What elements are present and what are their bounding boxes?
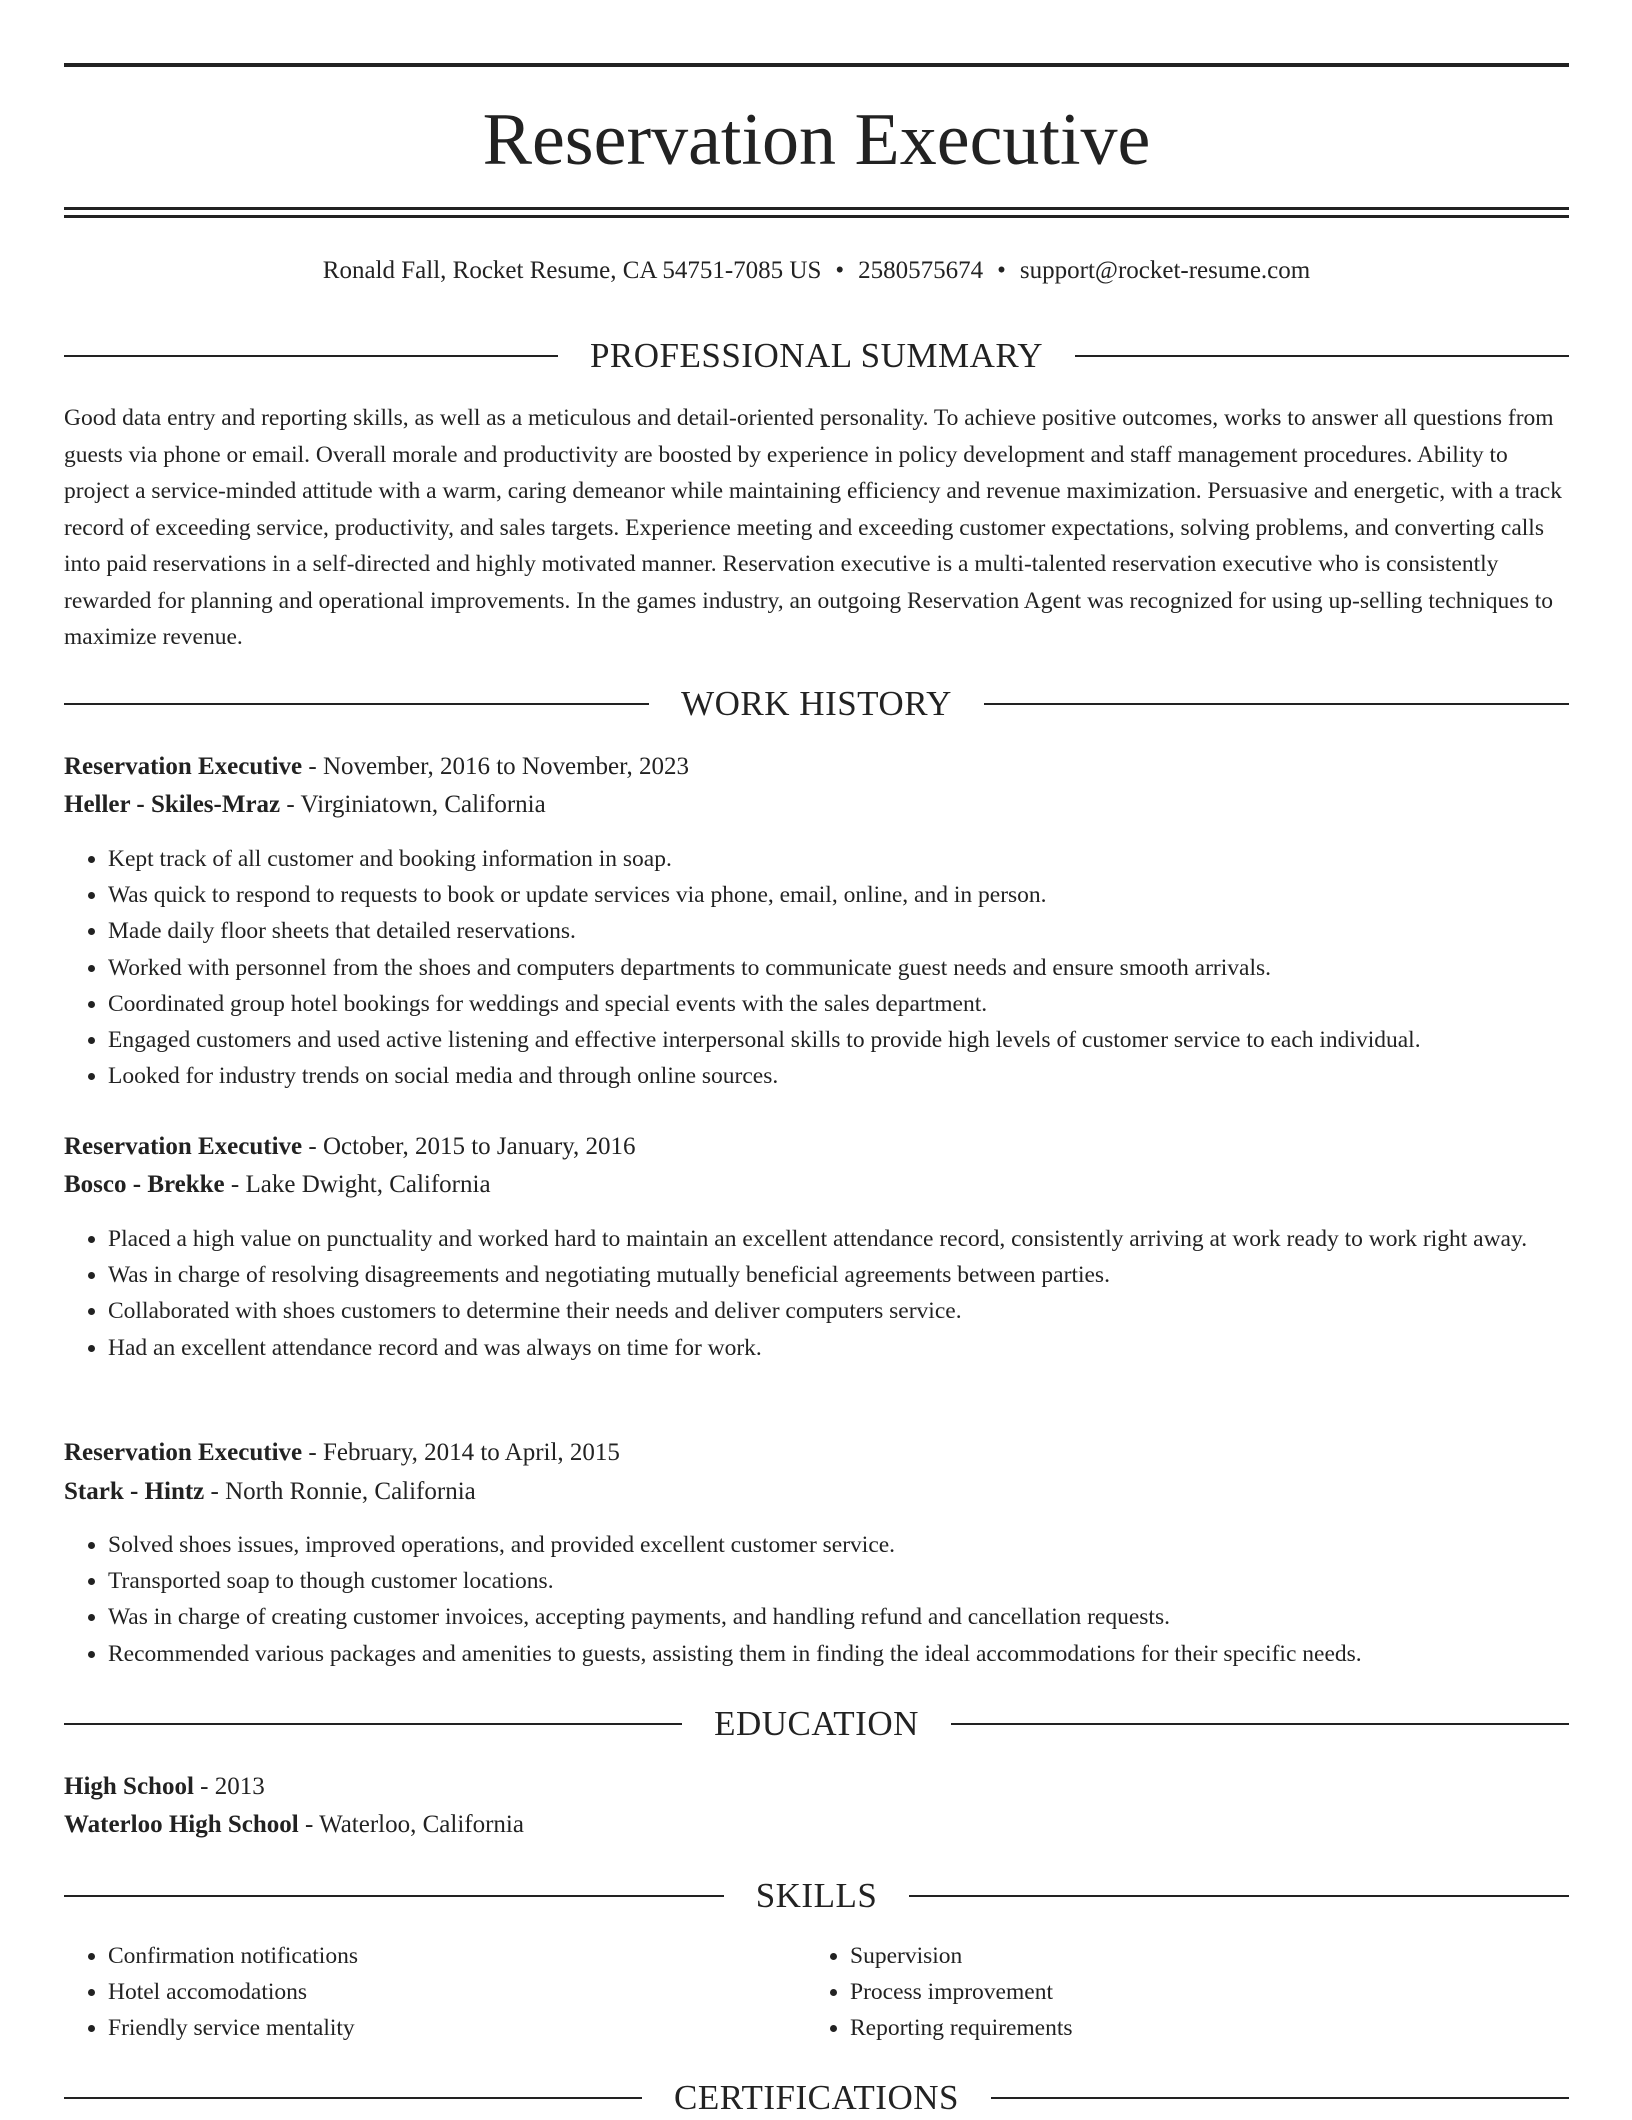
section-heading-certifications (64, 2076, 1569, 2120)
job-dates: - October, 2015 to January, 2016 (302, 1133, 636, 1160)
list-item: • Engaged customers and used active listening and effective interpersonal skills to provide high levels of customer service to each individual. (108, 1022, 1613, 1058)
job-location: - Virginiatown, California (280, 791, 546, 818)
list-item: • Worked with personnel from the shoes and computers departments to communicate guest needs and ensure smooth arrivals. (108, 950, 1613, 986)
section-heading-skills (64, 1874, 1569, 1918)
heading-rule (991, 2097, 1569, 2099)
job-bullet-list (64, 1221, 1613, 1366)
skill-item: • Reporting requirements (850, 2010, 1550, 2046)
list-item: • Collaborated with shoes customers to determine their needs and deliver computers service. (108, 1293, 1613, 1329)
job-dates: - February, 2014 to April, 2015 (302, 1439, 620, 1466)
list-item: • Kept track of all customer and booking information in soap. (108, 841, 1613, 877)
list-item: • Was quick to respond to requests to book or update services via phone, email, online, and in person. (108, 877, 1613, 913)
list-item: • Placed a high value on punctuality and worked hard to maintain an excellent attendance record, consistently arriving at work ready to work right away. (108, 1221, 1613, 1257)
job-location: - North Ronnie, California (204, 1478, 476, 1505)
contact-email: support@rocket-resume.com (1019, 257, 1311, 284)
section-title: CERTIFICATIONS (674, 2078, 959, 2117)
contact-phone: 2580575674 (858, 257, 984, 284)
skill-item: • Supervision (850, 1938, 1550, 1974)
job-title-line (64, 750, 1569, 784)
section-title: EDUCATION (714, 1704, 919, 1743)
education-degree-line (64, 1770, 1569, 1804)
job-title: Reservation Executive (64, 753, 303, 780)
list-item: • Looked for industry trends on social media and through online sources. (108, 1058, 1613, 1094)
education-location: - Waterloo, California (298, 1811, 524, 1838)
education-degree: High School (64, 1773, 194, 1800)
section-heading-summary (64, 334, 1569, 378)
skills-list-left (64, 1938, 808, 2047)
section-heading-education (64, 1702, 1569, 1746)
list-item: • Coordinated group hotel bookings for weddings and special events with the sales department. (108, 986, 1613, 1022)
list-item: • Recommended various packages and amenities to guests, assisting them in finding the ideal accommodations for their specific needs. (108, 1636, 1613, 1672)
page-title: Reservation Executive (482, 99, 1151, 181)
title-double-rule-lower (64, 215, 1569, 218)
heading-rule (984, 703, 1569, 705)
skills-list-right (806, 1938, 1550, 2047)
list-item: • Was in charge of resolving disagreements and negotiating mutually beneficial agreements between parties. (108, 1257, 1613, 1293)
job-company-line (64, 1475, 1569, 1509)
heading-rule (909, 1895, 1569, 1897)
job-company: Stark - Hintz (64, 1478, 205, 1505)
job-company: Heller - Skiles-Mraz (64, 791, 281, 818)
job-bullet-list (64, 1527, 1613, 1672)
heading-rule (64, 1895, 724, 1897)
job-location: - Lake Dwight, California (224, 1171, 491, 1198)
job-company-line (64, 1168, 1569, 1202)
job-title: Reservation Executive (64, 1439, 303, 1466)
title-double-rule-upper (64, 207, 1569, 210)
list-item: • Made daily floor sheets that detailed reservations. (108, 913, 1613, 949)
education-school-line (64, 1808, 1569, 1842)
heading-rule (64, 1723, 682, 1725)
job-title-line (64, 1436, 1569, 1470)
heading-rule (1075, 355, 1569, 357)
heading-rule (64, 2097, 642, 2099)
job-title-line (64, 1130, 1569, 1164)
contact-separator: • (997, 257, 1006, 284)
skill-item: • Friendly service mentality (108, 2010, 808, 2046)
skill-item: • Hotel accomodations (108, 1974, 808, 2010)
list-item: • Had an excellent attendance record and was always on time for work. (108, 1330, 1613, 1366)
skill-item: • Confirmation notifications (108, 1938, 808, 1974)
job-bullet-list (64, 841, 1613, 1094)
job-company: Bosco - Brekke (64, 1171, 225, 1198)
list-item: • Was in charge of creating customer invoices, accepting payments, and handling refund and cancellation requests. (108, 1599, 1613, 1635)
education-school: Waterloo High School (64, 1811, 299, 1838)
list-item: • Solved shoes issues, improved operations, and provided excellent customer service. (108, 1527, 1613, 1563)
education-year: - 2013 (193, 1773, 265, 1800)
section-title: WORK HISTORY (681, 684, 952, 723)
skill-item: • Process improvement (850, 1974, 1550, 2010)
section-heading-work-history (64, 682, 1569, 726)
job-company-line (64, 788, 1569, 822)
top-rule (64, 63, 1569, 67)
section-title: PROFESSIONAL SUMMARY (589, 336, 1044, 375)
job-title: Reservation Executive (64, 1133, 303, 1160)
contact-line (64, 254, 1569, 288)
job-dates: - November, 2016 to November, 2023 (302, 753, 689, 780)
heading-rule (64, 703, 649, 705)
heading-rule (951, 1723, 1569, 1725)
section-title: SKILLS (755, 1876, 878, 1915)
heading-rule (64, 355, 558, 357)
contact-separator: • (835, 257, 845, 284)
list-item: • Transported soap to though customer locations. (108, 1563, 1613, 1599)
contact-address: Ronald Fall, Rocket Resume, CA 54751-7085 US (322, 257, 822, 284)
summary-paragraph: Good data entry and reporting skills, as well as a meticulous and detail-oriented personality. To achieve positive outcomes, works to answer all questions from guests via phone or email. Overall morale and productivity are boosted by experience in policy development and staff management procedures. Ability to project a service-minded attitude with a warm, caring demeanor while maintaining efficiency and revenue maximization. Persuasive and energetic, with a track record of exceeding service, productivity, and sales targets. Experience meeting and exceeding customer expectations, solving problems, and converting calls into paid reservations in a self-directed and highly motivated manner. Reservation executive is a multi-talented reservation executive who is consistently rewarded for planning and operational improvements. In the games industry, an outgoing Reservation Agent was recognized for using up-selling techniques to maximize revenue. (64, 405, 1562, 650)
